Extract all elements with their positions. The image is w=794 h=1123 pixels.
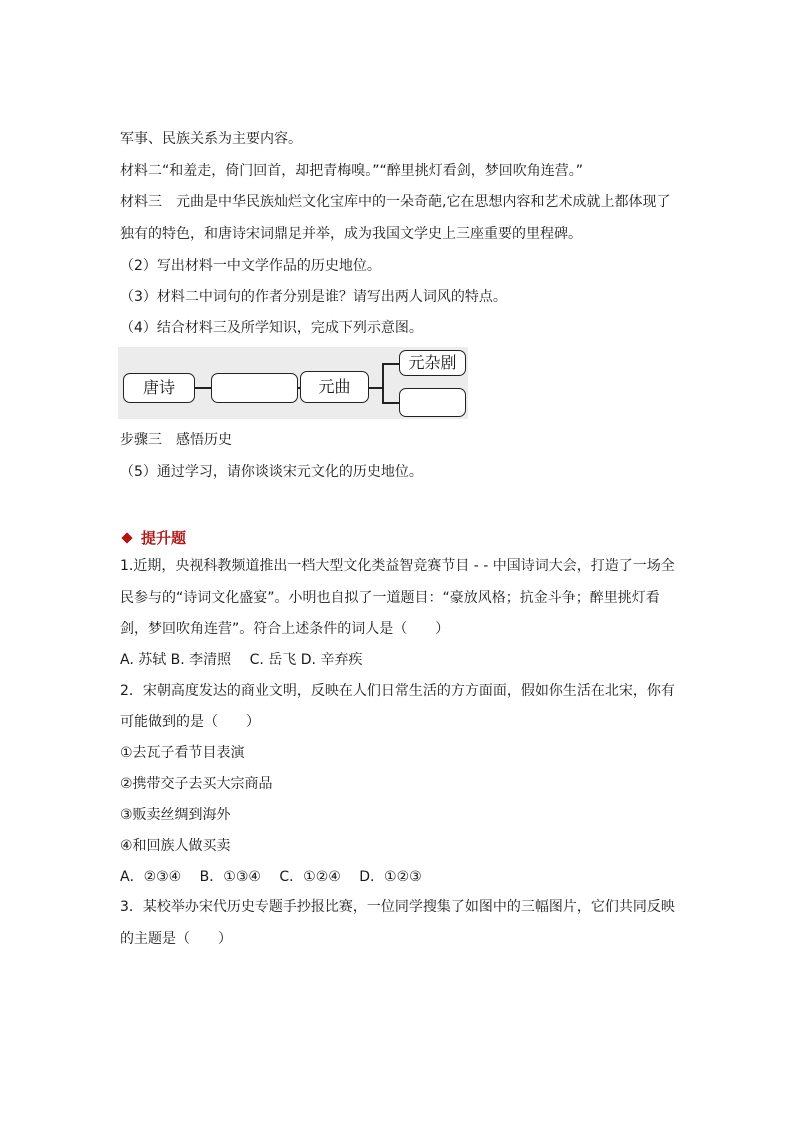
mc-q1-options: A. 苏轼 B. 李清照 C. 岳飞 D. 辛弃疾 (120, 652, 363, 668)
mc-q1-line-3: 剑，梦回吹角连营”。符合上述条件的词人是（ ） (120, 621, 450, 637)
line-p1: 军事、民族关系为主要内容。 (120, 131, 302, 147)
line-p3b: 独有的特色，和唐诗宋词鼎足并举，成为我国文学史上三座重要的里程碑。 (120, 226, 582, 242)
literature-diagram (118, 347, 468, 419)
diagram-box-tang-poetry: 唐诗 (123, 373, 195, 403)
mc-q2-options: A．②③④ B．①③④ C．①②④ D．①②③ (120, 869, 422, 885)
step-3-heading: 步骤三 感悟历史 (120, 432, 232, 448)
mc-q3-line-2: 的主题是（ ） (120, 931, 232, 947)
mc-q1-line-2: 民参与的“诗词文化盛宴”。小明也自拟了一道题目：“豪放风格；抗金斗争；醉里挑灯看 (120, 590, 660, 606)
section-title-text: 提升题 (141, 529, 187, 547)
diagram-box-blank-1 (211, 373, 298, 403)
connector-top-branch (382, 363, 399, 365)
connector-bottom-branch (382, 402, 399, 404)
question-3: （3）材料二中词句的作者分别是谁？请写出两人词风的特点。 (120, 289, 507, 305)
mc-q1-line-1: 1.近期，央视科教频道推出一档大型文化类益智竞赛节目 - - 中国诗词大会，打造了一场全 (120, 558, 675, 574)
mc-q2-item-3: ③贩卖丝绸到海外 (120, 807, 231, 823)
connector-vertical (382, 363, 384, 403)
section-title (120, 528, 186, 548)
question-4: （4）结合材料三及所学知识，完成下列示意图。 (120, 320, 423, 336)
line-p2: 材料二“和羞走，倚门回首，却把青梅嗅。”“醉里挑灯看剑，梦回吹角连营。” (120, 163, 584, 179)
diamond-bullet-icon (121, 532, 132, 543)
mc-q2-item-4: ④和回族人做买卖 (120, 838, 231, 854)
mc-q2-item-2: ②携带交子去买大宗商品 (120, 776, 273, 792)
diagram-box-yuan-qu: 元曲 (300, 371, 369, 403)
connector-1 (195, 387, 211, 389)
connector-3 (369, 387, 383, 389)
mc-q3-line-1: 3．某校举办宋代历史专题手抄报比赛，一位同学搜集了如图中的三幅图片，它们共同反映 (120, 899, 675, 915)
question-5: （5）通过学习，请你谈谈宋元文化的历史地位。 (120, 464, 423, 480)
line-p3a: 材料三 元曲是中华民族灿烂文化宝库中的一朵奇葩,它在思想内容和艺术成就上都体现了 (120, 194, 671, 210)
mc-q2-line-2: 可能做到的是（ ） (120, 714, 260, 730)
question-2: （2）写出材料一中文学作品的历史地位。 (120, 258, 381, 274)
diagram-box-blank-2 (399, 388, 466, 417)
mc-q2-line-1: 2．宋朝高度发达的商业文明，反映在人们日常生活的方方面面，假如你生活在北宋，你有 (120, 683, 675, 699)
mc-q2-item-1: ①去瓦子看节目表演 (120, 745, 245, 761)
diagram-box-yuan-zaju: 元杂剧 (399, 350, 466, 376)
